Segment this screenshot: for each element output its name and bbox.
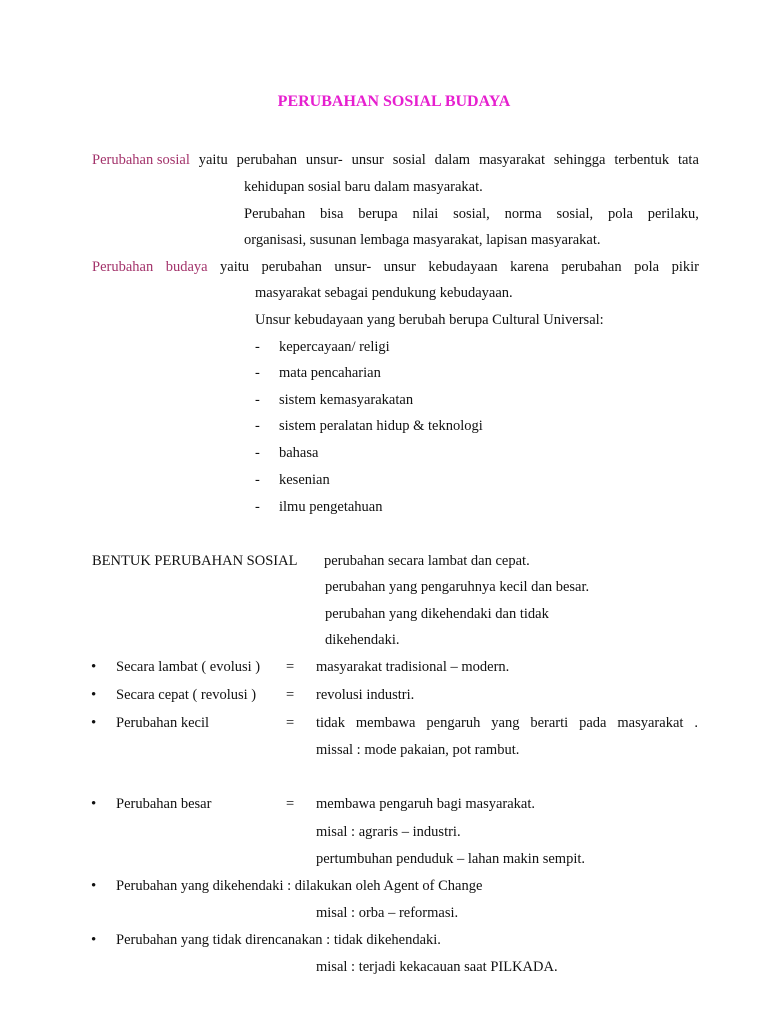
equals-sign: = (286, 796, 295, 812)
list-item: bahasa (279, 445, 319, 461)
bullet-sub-besar-2: pertumbuhan penduduk – lahan makin sempit. (316, 851, 586, 867)
list-item: mata pencaharian (279, 365, 381, 381)
list-dash: - (255, 392, 260, 408)
list-dash: - (255, 339, 260, 355)
bullet-sub-dikehendaki: misal : orba – reformasi. (316, 905, 459, 921)
budaya-line-1: Perubahan budaya yaitu perubahan unsur- unsur kebudayaan karena perubahan pola pikir (92, 259, 699, 275)
term-perubahan-budaya-2: budaya (165, 259, 208, 275)
list-dash: - (255, 445, 260, 461)
bullet-text-lambat: masyarakat tradisional – modern. (316, 659, 510, 675)
list-item: sistem kemasyarakatan (279, 392, 414, 408)
budaya-line-3: Unsur kebudayaan yang berubah berupa Cultural Universal: (255, 312, 604, 328)
list-item: kepercayaan/ religi (279, 339, 390, 355)
list-item: ilmu pengetahuan (279, 499, 383, 515)
bullet-sub-besar-1: misal : agraris – industri. (316, 824, 461, 840)
bullet-text-kecil: tidak membawa pengaruh yang berarti pada masyarakat . (316, 715, 698, 731)
bullet-icon: • (91, 932, 97, 948)
bullet-sub-kecil: missal : mode pakaian, pot rambut. (316, 742, 520, 758)
list-item: sistem peralatan hidup & teknologi (279, 418, 483, 434)
list-item: kesenian (279, 472, 330, 488)
bullet-label-kecil: Perubahan kecil (116, 715, 210, 731)
bullet-icon: • (91, 878, 97, 894)
bullet-text-cepat: revolusi industri. (316, 687, 415, 703)
budaya-line-2: masyarakat sebagai pendukung kebudayaan. (255, 285, 513, 301)
equals-sign: = (286, 715, 295, 731)
term-perubahan-sosial: Perubahan sosial (92, 152, 190, 168)
sosial-line-4: organisasi, susunan lembaga masyarakat, lapisan masyarakat. (244, 232, 601, 248)
list-dash: - (255, 499, 260, 515)
equals-sign: = (286, 659, 295, 675)
list-dash: - (255, 472, 260, 488)
bullet-icon: • (91, 659, 97, 675)
equals-sign: = (286, 687, 295, 703)
bentuk-line-3: perubahan yang dikehendaki dan tidak (325, 606, 549, 622)
bullet-label-besar: Perubahan besar (116, 796, 212, 812)
page-title: PERUBAHAN SOSIAL BUDAYA (277, 93, 511, 110)
term-perubahan-budaya-1: Perubahan (92, 259, 154, 275)
bullet-label-cepat: Secara cepat ( revolusi ) (116, 687, 257, 703)
bullet-text-besar: membawa pengaruh bagi masyarakat. (316, 796, 536, 812)
bentuk-line-1: perubahan secara lambat dan cepat. (324, 553, 530, 569)
bullet-label-lambat: Secara lambat ( evolusi ) (116, 659, 261, 675)
bullet-text-tidak: Perubahan yang tidak direncanakan : tidak dikehendaki. (116, 932, 441, 948)
list-dash: - (255, 365, 260, 381)
bullet-icon: • (91, 715, 97, 731)
bullet-sub-tidak: misal : terjadi kekacauan saat PILKADA. (316, 959, 558, 975)
sosial-line-2: kehidupan sosial baru dalam masyarakat. (244, 179, 483, 195)
bullet-text-dikehendaki: Perubahan yang dikehendaki : dilakukan oleh Agent of Change (116, 878, 483, 894)
sosial-line-1: Perubahan sosial yaitu perubahan unsur- unsur sosial dalam masyarakat sehingga terbentuk tata (92, 152, 699, 168)
bullet-icon: • (91, 687, 97, 703)
bentuk-line-4: dikehendaki. (325, 632, 400, 648)
bentuk-line-2: perubahan yang pengaruhnya kecil dan besar. (325, 579, 590, 595)
list-dash: - (255, 418, 260, 434)
sosial-line-3: Perubahan bisa berupa nilai sosial, norma sosial, pola perilaku, (244, 206, 699, 222)
bentuk-label: BENTUK PERUBAHAN SOSIAL (92, 553, 298, 569)
bullet-icon: • (91, 796, 97, 812)
